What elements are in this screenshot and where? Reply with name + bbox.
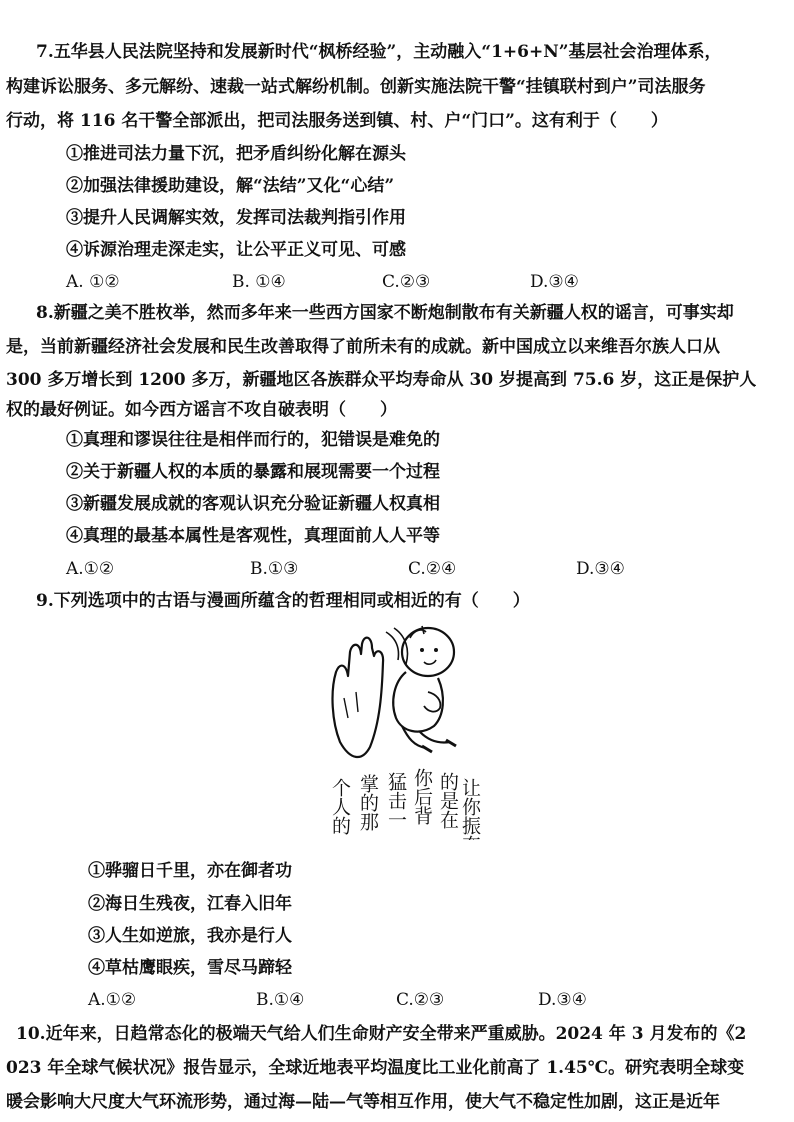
q8-stem-line-4: 权的最好例证。如今西方谣言不攻自破表明（ ）: [6, 400, 397, 420]
q9-statement-1: ①骅骝日千里，亦在御者功: [88, 861, 292, 881]
q7-statement-4: ④诉源治理走深走实，让公平正义可见、可感: [66, 240, 406, 260]
q7-stem-line-1: 7.五华县人民法院坚持和发展新时代“枫桥经验”，主动融入“1+6+N”基层社会治理体系，: [36, 42, 722, 62]
q8-stem-line-3: 300 多万增长到 1200 多万，新疆地区各族群众平均寿命从 30 岁提高到 75.6 岁，这正是保护人: [6, 370, 757, 390]
q9-choice-b[interactable]: B.①④: [256, 990, 305, 1010]
q7-statement-2: ②加强法律援助建设，解“法结”又化“心结”: [66, 176, 395, 196]
q8-stem-line-2: 是，当前新疆经济社会发展和民生改善取得了前所未有的成就。新中国成立以来维吾尔族人口从: [6, 337, 720, 357]
q9-stem-line-1: 9.下列选项中的古语与漫画所蕴含的哲理相同或相近的有（ ）: [36, 591, 530, 611]
q9-statement-4: ④草枯鹰眼疾，雪尽马蹄轻: [88, 958, 292, 978]
q9-statement-2: ②海日生残夜，江春入旧年: [88, 894, 292, 914]
q10-stem-line-2: 023 年全球气候状况》报告显示，全球近地表平均温度比工业化前高了 1.45℃。研究表明全球变: [6, 1058, 745, 1078]
q7-stem-line-3: 行动，将 116 名干警全部派出，把司法服务送到镇、村、户“门口”。这有利于（ ）: [6, 111, 668, 131]
cartoon-caption-col-3: 你后背: [411, 768, 433, 825]
q9-choice-a[interactable]: A.①②: [88, 990, 137, 1010]
q10-stem-line-1: 10.近年来，日趋常态化的极端天气给人们生命财产安全带来严重威胁。2024 年 3 月发布的《2: [16, 1024, 747, 1044]
q8-statement-4: ④真理的最基本属性是客观性，真理面前人人平等: [66, 526, 440, 546]
q9-statement-3: ③人生如逆旅，我亦是行人: [88, 926, 292, 946]
cartoon-caption-col-1: 让你振奋: [459, 778, 481, 840]
q7-choice-a[interactable]: A. ①②: [66, 272, 120, 292]
q8-choice-d[interactable]: D.③④: [576, 559, 625, 579]
cartoon-caption-col-6: 个人的: [329, 778, 351, 835]
q8-choice-b[interactable]: B.①③: [250, 559, 299, 579]
q7-stem-line-2: 构建诉讼服务、多元解纷、速裁一站式解纷机制。创新实施法院干警“挂镇联村到户”司法服务: [6, 77, 706, 97]
cartoon-caption-col-5: 掌的那: [357, 774, 379, 831]
q7-choice-c[interactable]: C.②③: [382, 272, 431, 292]
cartoon-caption-col-2: 的是在: [437, 772, 459, 829]
q9-choice-d[interactable]: D.③④: [538, 990, 587, 1010]
q8-stem-line-1: 8.新疆之美不胜枚举，然而多年来一些西方国家不断炮制散布有关新疆人权的谣言，可事实却: [36, 303, 734, 323]
q10-stem-line-3: 暖会影响大尺度大气环流形势，通过海—陆—气等相互作用，使大气不稳定性加剧，这正是近年: [6, 1092, 720, 1112]
q8-choice-c[interactable]: C.②④: [408, 559, 457, 579]
cartoon-caption-col-4: 猛击一: [385, 772, 407, 829]
q9-choice-c[interactable]: C.②③: [396, 990, 445, 1010]
cartoon-drawing: [310, 622, 490, 840]
cartoon-illustration: [310, 622, 490, 840]
q7-choice-b[interactable]: B. ①④: [232, 272, 286, 292]
q8-statement-2: ②关于新疆人权的本质的暴露和展现需要一个过程: [66, 462, 440, 482]
q8-statement-1: ①真理和谬误往往是相伴而行的，犯错误是难免的: [66, 430, 440, 450]
q8-statement-3: ③新疆发展成就的客观认识充分验证新疆人权真相: [66, 494, 440, 514]
q7-statement-1: ①推进司法力量下沉，把矛盾纠纷化解在源头: [66, 144, 406, 164]
q8-choice-a[interactable]: A.①②: [66, 559, 115, 579]
q7-statement-3: ③提升人民调解实效，发挥司法裁判指引作用: [66, 208, 406, 228]
q7-choice-d[interactable]: D.③④: [530, 272, 579, 292]
